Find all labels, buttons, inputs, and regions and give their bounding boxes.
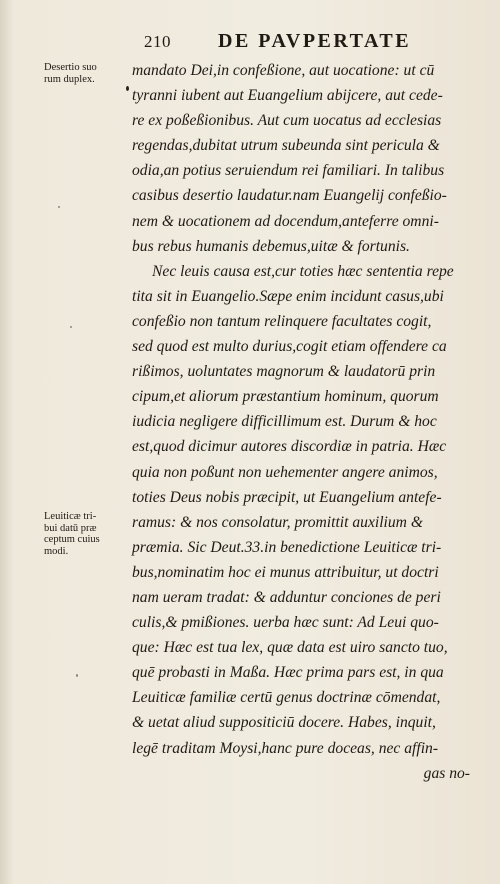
body-text — [132, 58, 494, 786]
margin-note-line: Desertio suo — [44, 62, 97, 73]
text-line: ramus: & nos consolatur, promittit auxilium & — [132, 513, 423, 531]
text-line: sed quod est multo durius,cogit etiam offendere ca — [132, 338, 447, 356]
page-number: 210 — [144, 32, 171, 51]
text-line: legē traditam Moysi,hanc pure doceas, nec affin- — [132, 739, 439, 757]
text-line: toties Deus nobis præcipit, ut Euangelium antefe- — [132, 488, 442, 506]
text-line: casibus desertio laudatur.nam Euangelij confeßio- — [132, 187, 447, 205]
margin-note-line: rum duplex. — [44, 73, 95, 85]
text-line: culis,& pmißiones. uerba hæc sunt: Ad Leui quo- — [132, 614, 439, 632]
text-line: præmia. Sic Deut.33.in benedictione Leuiticæ tri- — [132, 538, 442, 556]
text-line: quē probasti in Maßa. Hæc prima pars est, in qua — [132, 664, 444, 682]
margin-note-desertio — [44, 62, 136, 85]
text-line: odia,an potius seruiendum rei familiari. In talibus — [132, 162, 445, 180]
margin-note-line: Leuiticæ tri- — [44, 511, 97, 522]
text-line: rißimos, uoluntates magnorum & laudatorū prin — [132, 363, 436, 381]
text-line: & uetat aliud suppositiciū docere. Habes, inquit, — [132, 714, 436, 732]
ink-speck — [126, 86, 129, 91]
ink-speck — [58, 206, 60, 208]
text-line: tita sit in Euangelio.Sæpe enim incidunt casus,ubi — [132, 287, 444, 305]
text-line: tyranni iubent aut Euangelium abijcere, aut cede- — [132, 87, 443, 105]
text-line: Nec leuis causa est,cur toties hæc sententia repe — [152, 262, 454, 280]
text-line: nam ueram tradat: & adduntur conciones de peri — [132, 588, 441, 606]
text-line: iudicia negligere difficillimum est. Durum & hoc — [132, 413, 437, 431]
text-line: mandato Dei,in confeßione, aut uocatione: ut cū — [132, 62, 435, 79]
text-line: re ex poßeßionibus. Aut cum uocatus ad ecclesias — [132, 112, 442, 130]
margin-note-line: ceptum cuius — [44, 534, 100, 545]
text-line: Leuiticæ familiæ certū genus doctrinæ cōmendat, — [132, 689, 441, 707]
text-line: est,quod dicimur autores discordiæ in patria. Hæc — [132, 438, 447, 456]
text-line: que: Hæc est tua lex, quæ data est uiro sancto tuo, — [132, 639, 448, 657]
margin-note-line: modi. — [44, 545, 69, 557]
running-head: DE PAVPERTATE — [218, 30, 412, 52]
text-line: regendas,dubitat utrum subeunda sint pericula & — [132, 137, 440, 155]
text-line: bus,nominatim hoc ei munus attribuitur, ut doctri — [132, 563, 439, 581]
ink-speck — [70, 326, 72, 328]
text-line: quia non poßunt non uehementer angere animos, — [132, 463, 438, 481]
margin-note-leuiticae — [44, 511, 136, 557]
ink-speck — [76, 674, 78, 677]
margin-note-line: bui datū præ — [44, 522, 97, 534]
catchword: gas no- — [423, 764, 470, 782]
text-line: confeßio non tantum relinquere facultates cogit, — [132, 312, 432, 330]
text-line: nem & uocationem ad docendum,anteferre omni- — [132, 212, 439, 230]
text-line: bus rebus humanis debemus,uitæ & fortunis. — [132, 237, 410, 255]
text-line: cipum,et aliorum præstantium hominum, quorum — [132, 388, 439, 406]
page-header — [0, 30, 500, 54]
